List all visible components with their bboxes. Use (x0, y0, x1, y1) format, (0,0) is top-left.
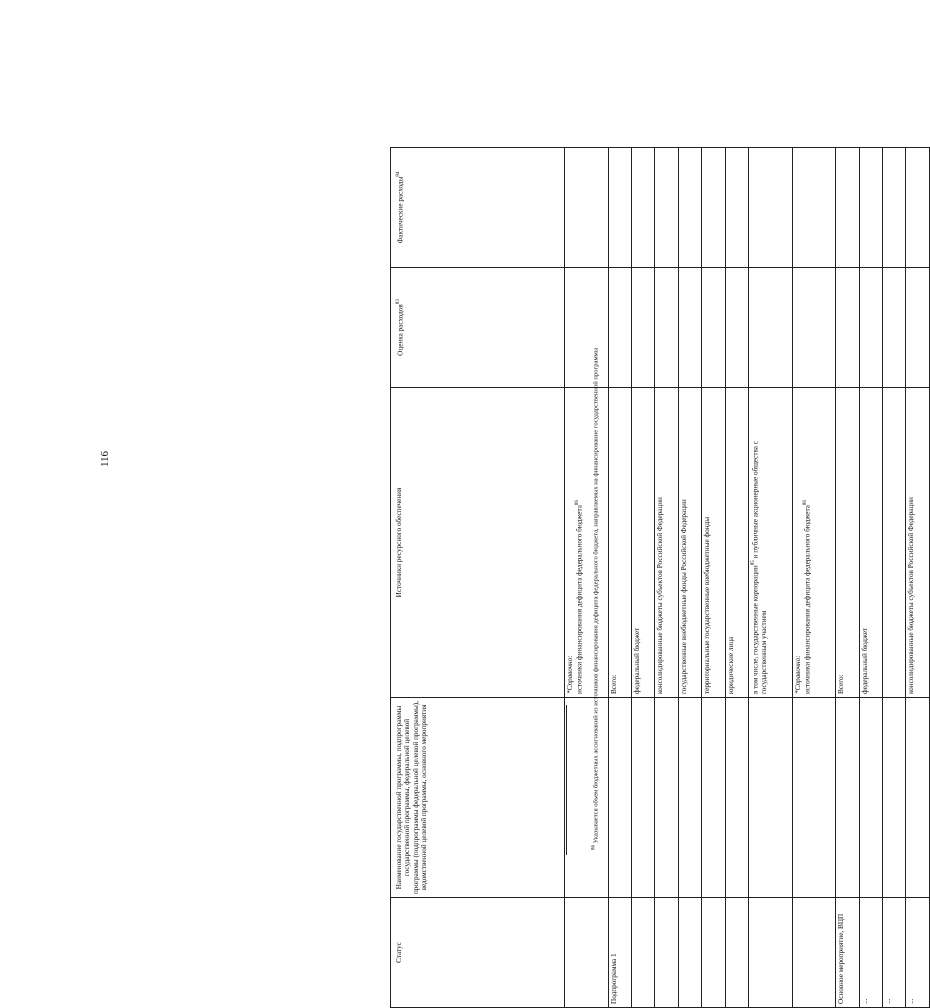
cell-name (859, 698, 882, 898)
header-actual: Фактические расходы$^{84}$ (391, 148, 565, 268)
footnote (575, 110, 615, 850)
header-sources: Источники ресурсного обеспечения (391, 388, 565, 698)
cell-source: федеральный бюджет (859, 388, 882, 698)
cell-source: *Справочно: источники финансирования дефицита федерального бюджета$^{86}$ (792, 388, 836, 698)
cell-estimate (749, 268, 793, 388)
cell-name (883, 698, 906, 898)
cell-estimate (906, 268, 930, 388)
cell-source: юридические лица (725, 388, 748, 698)
cell-name (702, 698, 725, 898)
table-row (631, 148, 654, 1008)
cell-status: ... (883, 898, 906, 1008)
cell-actual (906, 148, 930, 268)
cell-estimate (678, 268, 701, 388)
cell-name (906, 698, 930, 898)
cell-source: территориальные государственные внебюджетные фонды (702, 388, 725, 698)
cell-source: в том числе, государственные корпорации$^{85}$ и публичные акционерные общества с государственным участием (749, 388, 793, 698)
cell-actual (792, 148, 836, 268)
cell-name (631, 698, 654, 898)
cell-status (792, 898, 836, 1008)
table-row (836, 148, 859, 1008)
table-row (792, 148, 836, 1008)
cell-status (725, 898, 748, 1008)
page-number (96, 444, 114, 474)
table-row (749, 148, 793, 1008)
table-row (678, 148, 701, 1008)
table-row (702, 148, 725, 1008)
cell-estimate (702, 268, 725, 388)
cell-actual (725, 148, 748, 268)
cell-name (678, 698, 701, 898)
page-number-text: 116 (99, 450, 111, 468)
cell-estimate (792, 268, 836, 388)
cell-status (678, 898, 701, 1008)
cell-name (749, 698, 793, 898)
cell-source: консолидированные бюджеты субъектов Российской Федерации (655, 388, 678, 698)
header-estimate: Оценка расходов$^{83}$ (391, 268, 565, 388)
resource-table-wrapper (390, 148, 930, 1008)
cell-actual (883, 148, 906, 268)
cell-status (631, 898, 654, 1008)
cell-actual (678, 148, 701, 268)
cell-estimate (655, 268, 678, 388)
cell-estimate (631, 268, 654, 388)
cell-source: *Справочно: источники финансирования дефицита федерального бюджета$^{86}$ (565, 388, 609, 698)
cell-source: федеральный бюджет (631, 388, 654, 698)
cell-estimate (883, 268, 906, 388)
cell-estimate (725, 268, 748, 388)
table-row (859, 148, 882, 1008)
cell-name (792, 698, 836, 898)
header-status: Статус (391, 898, 565, 1008)
cell-status: ... (906, 898, 930, 1008)
cell-status (702, 898, 725, 1008)
cell-actual (702, 148, 725, 268)
cell-source (883, 388, 906, 698)
footnote-rule (566, 705, 567, 855)
cell-status (655, 898, 678, 1008)
cell-actual (836, 148, 859, 268)
cell-name (836, 698, 859, 898)
cell-status: Основное мероприятие, ВЦП (836, 898, 859, 1008)
cell-estimate (859, 268, 882, 388)
cell-source: Всего: (608, 388, 631, 698)
cell-status (749, 898, 793, 1008)
cell-actual (749, 148, 793, 268)
cell-name (655, 698, 678, 898)
cell-name (725, 698, 748, 898)
table-row (725, 148, 748, 1008)
cell-actual (859, 148, 882, 268)
resource-table (390, 147, 930, 1008)
table-row (906, 148, 930, 1008)
cell-source: государственные внебюджетные фонды Российской Федерации (678, 388, 701, 698)
table-row (883, 148, 906, 1008)
table-row (655, 148, 678, 1008)
header-name: Наименование государственной программы, подпрограммы государственной программы, федеральной целевой программы (подпрограммы федеральной целевой программы), ведомственной целевой программы, основного мероприятия (391, 698, 565, 898)
cell-status: ... (859, 898, 882, 1008)
footnote-text: $^{86}$ Указывается объем бюджетных ассигнований из источников финансирования дефицита федерального бюджета, направляемых на финансирование государственной программы (591, 347, 600, 850)
table-header-row (391, 148, 565, 1008)
cell-source: консолидированные бюджеты субъектов Российской Федерации (906, 388, 930, 698)
cell-source: Всего: (836, 388, 859, 698)
cell-actual (631, 148, 654, 268)
cell-actual (655, 148, 678, 268)
cell-status (565, 898, 609, 1008)
cell-status: Подпрограмма 1 (608, 898, 631, 1008)
cell-estimate (836, 268, 859, 388)
